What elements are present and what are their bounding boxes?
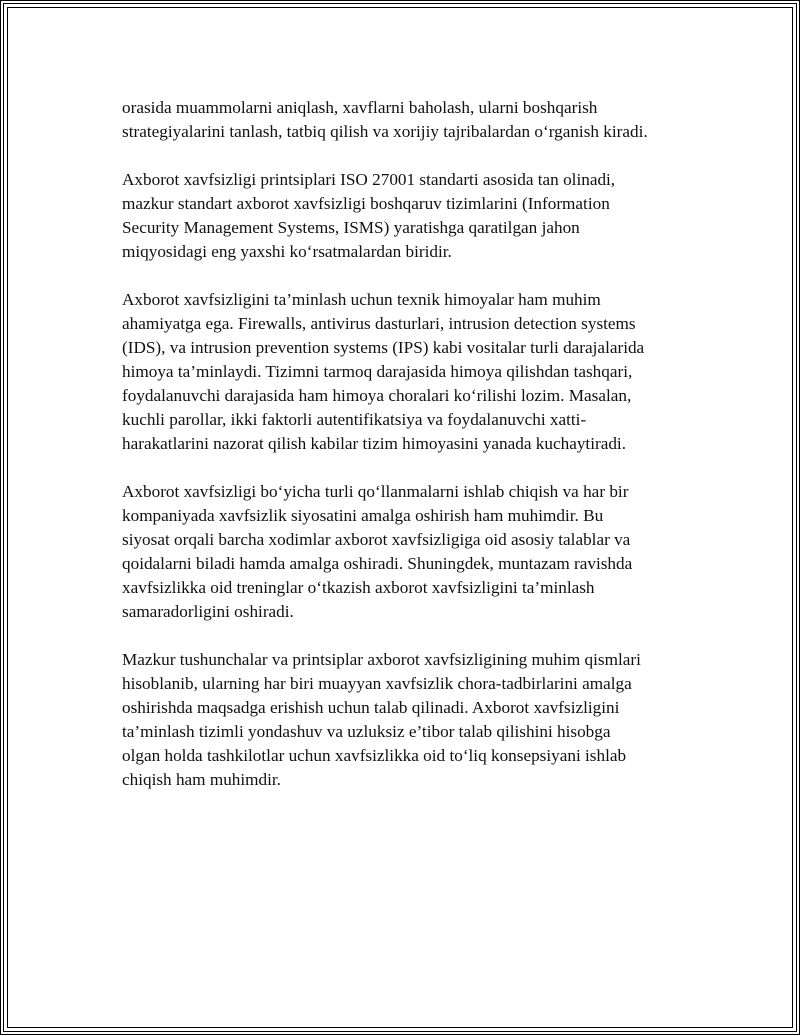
paragraph-4 [122, 480, 692, 624]
text-line: (IDS), va intrusion prevention systems (IPS) kabi vositalar turli darajalarida [122, 338, 645, 357]
text-line: siyosat orqali barcha xodimlar axborot xavfsizligiga oid asosiy talablar va [122, 530, 631, 549]
paragraph-2 [122, 168, 692, 264]
text-line: miqyosidagi eng yaxshi ko‘rsatmalardan biridir. [122, 242, 452, 261]
paragraph-3 [122, 288, 692, 456]
text-line: samaradorligini oshiradi. [122, 602, 294, 621]
text-line: mazkur standart axborot xavfsizligi boshqaruv tizimlarini (Information [122, 194, 610, 213]
text-line: olgan holda tashkilotlar uchun xavfsizlikka oid to‘liq konsepsiyani ishlab [122, 746, 627, 765]
text-line: foydalanuvchi darajasida ham himoya choralari ko‘rilishi lozim. Masalan, [122, 386, 632, 405]
text-line: Axborot xavfsizligi printsiplari ISO 27001 standarti asosida tan olinadi, [122, 170, 616, 189]
text-line: Security Management Systems, ISMS) yaratishga qaratilgan jahon [122, 218, 580, 237]
text-line: kompaniyada xavfsizlik siyosatini amalga oshirish ham muhimdir. Bu [122, 506, 604, 525]
document-body [122, 96, 692, 816]
text-line: orasida muammolarni aniqlash, xavflarni baholash, ularni boshqarish [122, 98, 598, 117]
text-line: kuchli parollar, ikki faktorli autentifikatsiya va foydalanuvchi xatti- [122, 410, 587, 429]
text-line: ta’minlash tizimli yondashuv va uzluksiz e’tibor talab qilishini hisobga [122, 722, 611, 741]
text-line: hisoblanib, ularning har biri muayyan xavfsizlik chora-tadbirlarini amalga [122, 674, 632, 693]
text-line: ahamiyatga ega. Firewalls, antivirus dasturlari, intrusion detection systems [122, 314, 636, 333]
text-line: harakatlarini nazorat qilish kabilar tizim himoyasini yanada kuchaytiradi. [122, 434, 626, 453]
paragraph-1 [122, 96, 692, 144]
text-line: chiqish ham muhimdir. [122, 770, 281, 789]
text-line: Axborot xavfsizligi bo‘yicha turli qo‘llanmalarni ishlab chiqish va har bir [122, 482, 629, 501]
text-line: qoidalarni biladi hamda amalga oshiradi. Shuningdek, muntazam ravishda [122, 554, 633, 573]
text-line: Axborot xavfsizligini ta’minlash uchun texnik himoyalar ham muhim [122, 290, 601, 309]
paragraph-5 [122, 648, 692, 792]
text-line: strategiyalarini tanlash, tatbiq qilish va xorijiy tajribalardan o‘rganish kiradi. [122, 122, 648, 141]
text-line: Mazkur tushunchalar va printsiplar axborot xavfsizligining muhim qismlari [122, 650, 641, 669]
text-line: xavfsizlikka oid treninglar o‘tkazish axborot xavfsizligini ta’minlash [122, 578, 595, 597]
text-line: himoya ta’minlaydi. Tizimni tarmoq darajasida himoya qilishdan tashqari, [122, 362, 633, 381]
text-line: oshirishda maqsadga erishish uchun talab qilinadi. Axborot xavfsizligini [122, 698, 620, 717]
